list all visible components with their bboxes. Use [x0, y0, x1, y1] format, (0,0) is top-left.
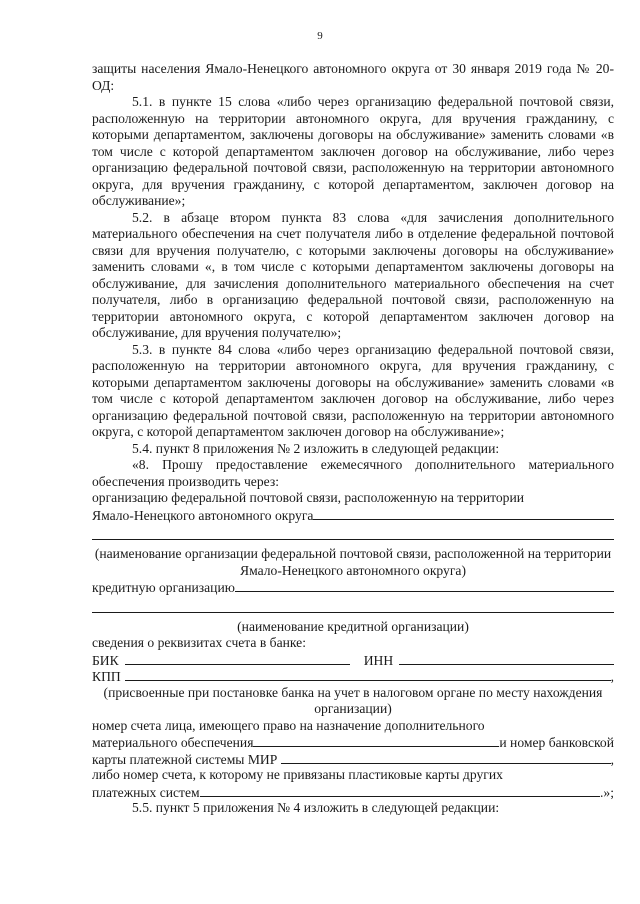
- caption-credit: (наименование кредитной организации): [237, 618, 469, 634]
- paragraph-postal: организацию федеральной почтовой связи, расположенную на территории: [92, 490, 525, 505]
- mir-blank: [281, 751, 610, 764]
- account-line-5: [92, 784, 614, 801]
- credit-field-blank: [235, 579, 614, 592]
- credit-field-line: [92, 579, 614, 596]
- bik-label: БИК: [92, 652, 119, 668]
- account-blank: [253, 734, 499, 747]
- credit-field-label: кредитную организацию: [92, 580, 235, 595]
- bik-blank: [125, 652, 350, 665]
- caption-kpp: (присвоенные при постановке банка на учет в налоговом органе по месту нахождения организации): [103, 684, 603, 716]
- other-systems-end: .»;: [600, 784, 614, 800]
- account-line-3: [92, 751, 614, 768]
- kpp-label: КПП: [92, 669, 121, 684]
- page-number: 9: [317, 30, 323, 42]
- postal-field-line: [92, 507, 614, 524]
- mir-comma: ,: [610, 751, 614, 767]
- other-systems-label: платежных систем: [92, 784, 200, 800]
- requisites-label: сведения о реквизитах счета в банке:: [92, 635, 306, 650]
- paragraph-intro: защиты населения Ямало-Ненецкого автономного округа от 30 января 2019 года № 20-ОД:: [92, 61, 614, 93]
- account-label-b: и номер банковской: [499, 735, 614, 750]
- kpp-line: [92, 668, 614, 685]
- caption-postal: (наименование организации федеральной почтовой связи, расположенной на территории Ямало-Ненецкого автономного округа): [94, 546, 612, 578]
- account-line-2: [92, 734, 614, 751]
- account-label-a: материального обеспечения: [92, 735, 254, 750]
- paragraph-5-3: 5.3. в пункте 84 слова «либо через организацию федеральной почтовой связи, расположенную на территории автономного округа, для вручения гражданину, с которыми департаментом заключены договоры на обслуживание» заменить словами «в том числе с которой департаментом заключен договор на обслуживание, либо через организацию федеральной почтовой связи, расположенную на территории автономного округа, с которой департаментом заключен договор на обслуживание»;: [92, 341, 614, 439]
- paragraph-8: «8. Прошу предоставление ежемесячного дополнительного материального обеспечения производить через:: [92, 457, 614, 489]
- other-systems-blank: [200, 784, 600, 797]
- postal-field-label: Ямало-Ненецкого автономного округа: [92, 507, 314, 523]
- mir-label: карты платежной системы МИР: [92, 751, 278, 767]
- inn-blank: [399, 652, 614, 665]
- account-line-1: номер счета лица, имеющего право на назначение дополнительного: [92, 717, 485, 733]
- paragraph-5-2: 5.2. в абзаце втором пункта 83 слова «для зачисления дополнительного материального обеспечения на счет получателя либо в отделение федеральной почтовой связи для вручения получателю, с которыми заключены договоры на обслуживание» заменить словами «, в том числе с которыми департаментом заключены договоры на обслуживание, для зачисления дополнительного материального обеспечения на счет получателя, либо в организацию федеральной почтовой связи, расположенную на территории автономного округа, с которой департаментом заключен договор на обслуживание, для вручения получателю»;: [92, 209, 614, 340]
- blank-line: [92, 529, 614, 540]
- account-line-4: либо номер счета, к которому не привязаны пластиковые карты других: [92, 767, 503, 782]
- paragraph-5-1: 5.1. в пункте 15 слова «либо через организацию федеральной почтовой связи, расположенную на территории автономного округа, для вручения гражданину, с которыми департаментом, заключены договоры на обслуживание» заменить словами «в том числе с которой департаментом заключен договор на обслуживание, либо через организацию федеральной почтовой связи, расположенную на территории автономного округа, для вручения гражданину, с которой департаментом, заключен договор на обслуживание»;: [92, 94, 614, 208]
- kpp-comma: ,: [610, 669, 614, 684]
- bik-inn-line: [92, 652, 614, 669]
- paragraph-5-4: 5.4. пункт 8 приложения № 2 изложить в следующей редакции:: [132, 440, 500, 456]
- inn-label: ИНН: [363, 652, 394, 668]
- blank-line-2: [92, 602, 614, 613]
- document-body: [92, 61, 614, 817]
- kpp-blank: [125, 668, 611, 681]
- paragraph-5-5: 5.5. пункт 5 приложения № 4 изложить в следующей редакции:: [132, 800, 500, 815]
- postal-field-blank: [313, 507, 614, 520]
